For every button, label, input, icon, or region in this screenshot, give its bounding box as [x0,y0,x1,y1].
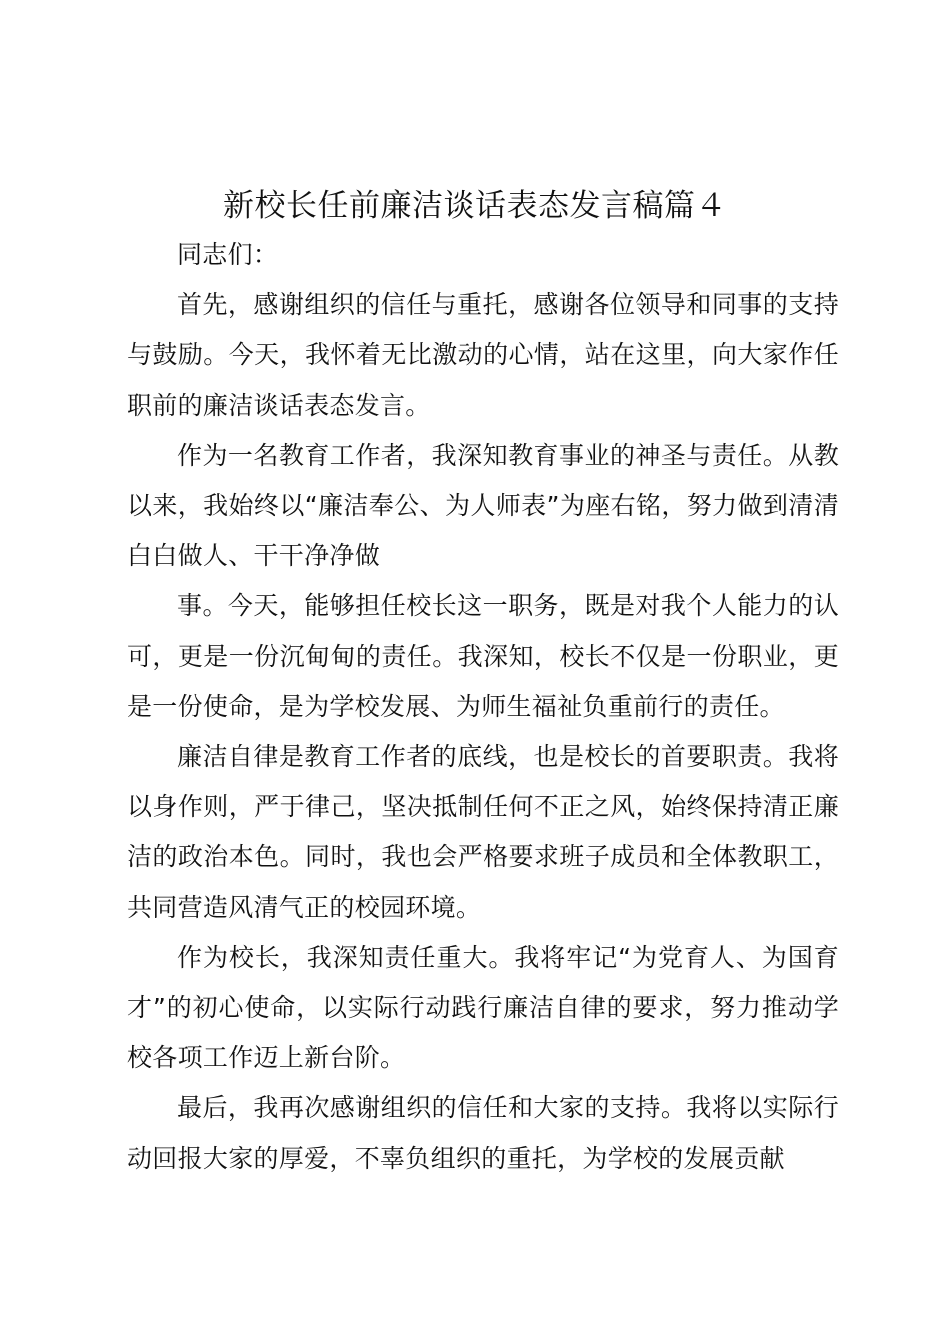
paragraph-3: 事。今天，能够担任校长这一职务，既是对我个人能力的认可，更是一份沉甸甸的责任。我深知，校长不仅是一份职业，更是一份使命，是为学校发展、为师生福祉负重前行的责任。 [127,591,839,721]
document-title: 新校长任前廉洁谈话表态发言稿篇４ [223,188,727,224]
paragraph-1: 首先，感谢组织的信任与重托，感谢各位领导和同事的支持与鼓励。今天，我怀着无比激动的心情，站在这里，向大家作任职前的廉洁谈话表态发言。 [127,290,839,420]
paragraph-4: 廉洁自律是教育工作者的底线，也是校长的首要职责。我将以身作则，严于律己，坚决抵制任何不正之风，始终保持清正廉洁的政治本色。同时，我也会严格要求班子成员和全体教职工，共同营造风清气正的校园环境。 [127,742,839,922]
paragraph-2: 作为一名教育工作者，我深知教育事业的神圣与责任。从教以来，我始终以“廉洁奉公、为人师表”为座右铭，努力做到清清白白做人、干干净净做 [127,440,839,571]
paragraph-6: 最后，我再次感谢组织的信任和大家的支持。我将以实际行动回报大家的厚爱，不辜负组织的重托，为学校的发展贡献 [127,1093,839,1173]
document-body [127,230,839,1184]
paragraph-5: 作为校长，我深知责任重大。我将牢记“为党育人、为国育才”的初心使命，以实际行动践行廉洁自律的要求，努力推动学校各项工作迈上新台阶。 [127,942,839,1073]
paragraph-salutation: 同志们： [177,240,279,269]
